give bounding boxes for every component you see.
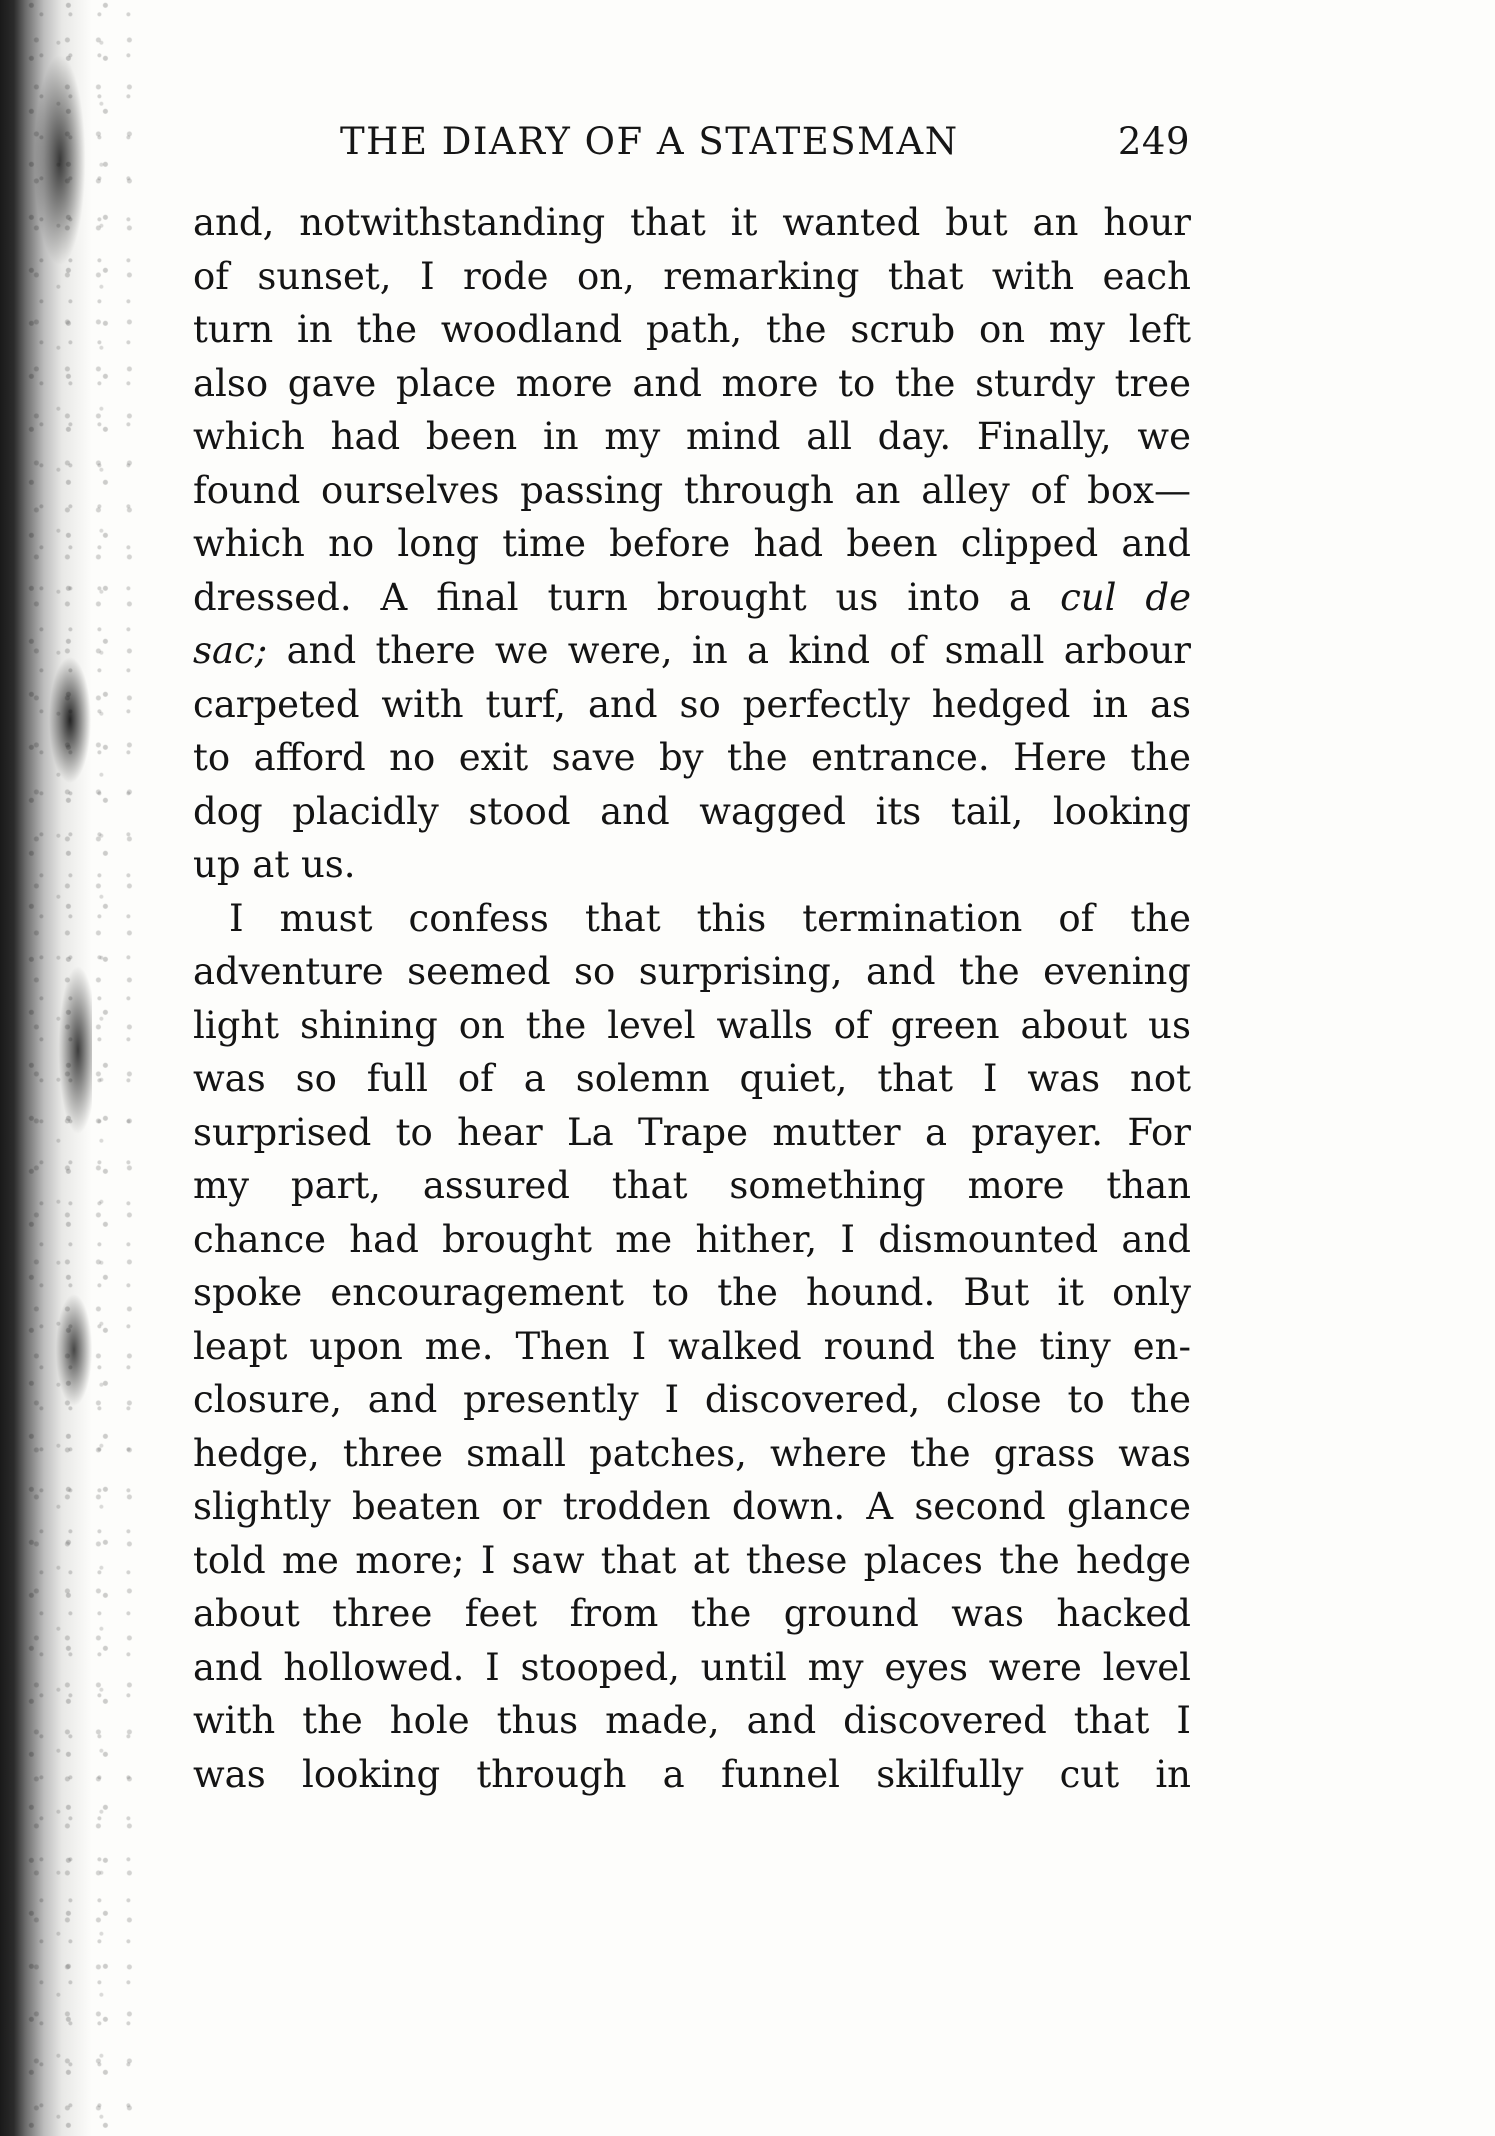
text-line: and hollowed. I stooped, until my eyes were level [193, 1645, 1191, 1689]
text-line: which no long time before had been clipped and [193, 522, 1191, 565]
page-number: 249 [1117, 120, 1190, 163]
text-line: leapt upon me. Then I walked round the tiny en- [193, 1324, 1191, 1368]
text-run: dressed. A final turn brought us into a [193, 575, 1032, 619]
text-line: told me more; I saw that at these places the hedge [193, 1538, 1191, 1582]
text-line: spoke encouragement to the hound. But it only [193, 1271, 1191, 1314]
text-line: surprised to hear La Trape mutter a prayer. For [193, 1110, 1191, 1154]
text-line: to afford no exit save by the entrance. Here the [193, 736, 1191, 779]
italic-phrase: sac; [193, 629, 268, 672]
running-title: THE DIARY OF A STATESMAN [340, 120, 959, 163]
text-line: carpeted with turf, and so perfectly hedged in as [193, 682, 1191, 726]
scan-speckle [24, 0, 134, 2136]
text-line [193, 571, 1191, 625]
text-run: and there we were, in a kind of small arbour [286, 629, 1191, 672]
text-line: up at us. [193, 843, 356, 886]
text-line: light shining on the level walls of green about us [193, 1003, 1191, 1047]
text-line: hedge, three small patches, where the grass was [193, 1431, 1191, 1475]
text-line: adventure seemed so surprising, and the evening [193, 950, 1191, 993]
italic-phrase: cul de [1060, 575, 1191, 619]
text-line: which had been in my mind all day. Finally, we [193, 415, 1191, 458]
text-line: I must confess that this termination of the [229, 896, 1191, 940]
text-line: about three feet from the ground was hacked [193, 1592, 1191, 1635]
text-line: was so full of a solemn quiet, that I was not [193, 1057, 1191, 1100]
running-header [190, 120, 1190, 170]
text-line: of sunset, I rode on, remarking that with each [193, 254, 1191, 298]
text-line: dog placidly stood and wagged its tail, looking [193, 789, 1191, 833]
text-line: found ourselves passing through an alley of box— [193, 468, 1191, 512]
text-line: my part, assured that something more than [193, 1164, 1191, 1207]
text-line [193, 624, 1191, 678]
text-line: turn in the woodland path, the scrub on my left [193, 308, 1191, 351]
text-line: and, notwithstanding that it wanted but an hour [193, 201, 1191, 244]
body-text [193, 196, 1191, 1801]
text-line: slightly beaten or trodden down. A second glance [193, 1485, 1191, 1528]
text-line: with the hole thus made, and discovered that I [193, 1699, 1191, 1742]
text-line: was looking through a funnel skilfully cut in [193, 1752, 1191, 1796]
text-line: closure, and presently I discovered, close to the [193, 1378, 1191, 1421]
text-line: also gave place more and more to the sturdy tree [193, 361, 1191, 405]
text-line: chance had brought me hither, I dismounted and [193, 1217, 1191, 1261]
